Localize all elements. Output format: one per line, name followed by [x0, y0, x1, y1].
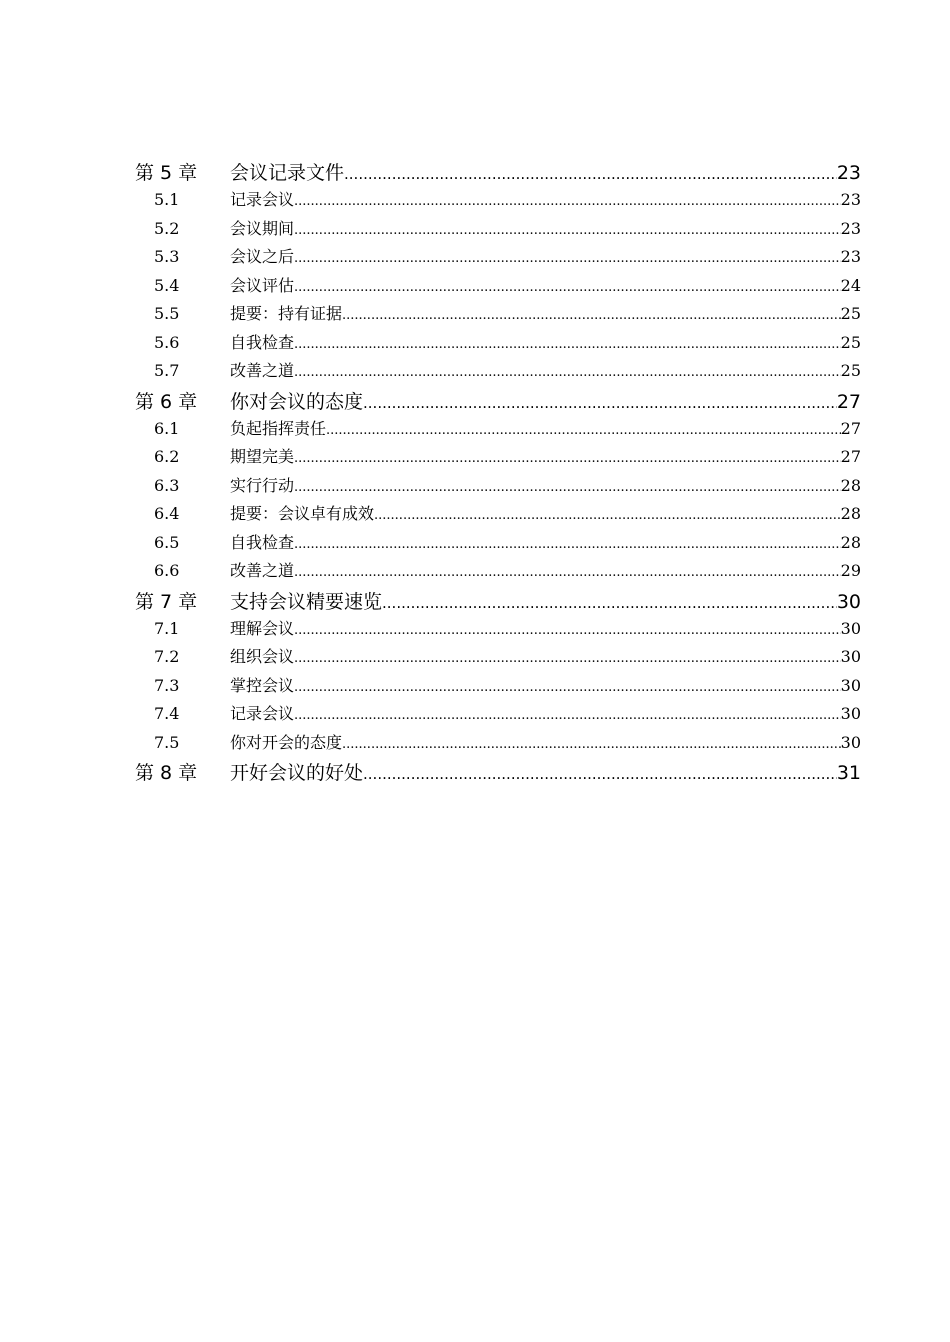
toc-section-entry[interactable] [135, 473, 861, 502]
entry-title: 你对开会的态度 [230, 732, 343, 752]
entry-page-number: 30 [840, 647, 861, 666]
toc-chapter-entry[interactable] [135, 758, 861, 787]
dot-leader [294, 476, 841, 495]
dot-leader [294, 561, 841, 580]
toc-section-entry[interactable] [135, 558, 861, 587]
entry-title: 会议期间 [230, 218, 295, 238]
entry-number: 5.4 [154, 275, 180, 295]
entry-title: 组织会议 [230, 647, 295, 666]
toc-section-entry[interactable] [135, 301, 861, 330]
entry-title: 掌控会议 [230, 675, 295, 695]
entry-number: 第 6 章 [135, 390, 198, 413]
entry-page-number: 28 [840, 475, 861, 495]
dot-leader [294, 533, 841, 552]
entry-number: 7.4 [154, 704, 180, 723]
toc-section-entry[interactable] [135, 358, 861, 387]
entry-title: 开好会议的好处 [230, 762, 364, 784]
dot-leader [294, 647, 841, 666]
entry-number: 5.1 [154, 190, 180, 209]
dot-leader [294, 619, 841, 638]
entry-title: 记录会议 [230, 704, 295, 723]
entry-page-number: 30 [840, 704, 861, 723]
entry-page-number: 23 [840, 247, 861, 266]
toc-section-entry[interactable] [135, 330, 861, 359]
entry-title: 实行行动 [230, 475, 295, 495]
entry-title: 记录会议 [230, 190, 295, 209]
dot-leader [294, 447, 841, 466]
entry-title: 支持会议精要速览 [230, 590, 383, 613]
entry-page-number: 30 [840, 618, 861, 638]
entry-title: 你对会议的态度 [230, 390, 364, 413]
entry-page-number: 27 [840, 418, 861, 438]
entry-page-number: 23 [840, 190, 861, 209]
dot-leader [363, 391, 837, 413]
entry-page-number: 27 [836, 390, 861, 413]
entry-page-number: 24 [840, 275, 861, 295]
dot-leader [374, 504, 841, 523]
entry-number: 5.2 [154, 218, 180, 238]
entry-title: 会议评估 [230, 275, 295, 295]
toc-section-entry[interactable] [135, 501, 861, 530]
entry-page-number: 29 [840, 561, 861, 580]
toc-chapter-entry[interactable] [135, 387, 861, 416]
entry-number: 第 8 章 [135, 762, 198, 784]
entry-page-number: 27 [840, 447, 861, 466]
dot-leader [382, 591, 837, 613]
entry-page-number: 25 [840, 304, 861, 323]
toc-chapter-entry[interactable] [135, 587, 861, 616]
dot-leader [344, 162, 837, 184]
entry-number: 5.6 [154, 332, 180, 352]
entry-number: 5.7 [154, 361, 180, 380]
entry-number: 7.1 [154, 618, 180, 638]
toc-chapter-entry[interactable] [135, 158, 861, 187]
entry-title: 自我检查 [230, 532, 295, 552]
entry-title: 改善之道 [230, 561, 295, 580]
toc-section-entry[interactable] [135, 644, 861, 673]
entry-number: 5.5 [154, 304, 180, 323]
dot-leader [294, 333, 841, 352]
entry-page-number: 31 [836, 762, 861, 784]
entry-page-number: 30 [836, 590, 861, 613]
dot-leader [294, 361, 841, 380]
toc-section-entry[interactable] [135, 273, 861, 302]
entry-page-number: 23 [840, 218, 861, 238]
entry-title: 期望完美 [230, 447, 295, 466]
entry-number: 6.5 [154, 532, 180, 552]
dot-leader [294, 676, 841, 695]
toc-section-entry[interactable] [135, 730, 861, 759]
entry-title: 改善之道 [230, 361, 295, 380]
entry-number: 7.5 [154, 732, 180, 752]
dot-leader [342, 304, 841, 323]
toc-section-entry[interactable] [135, 530, 861, 559]
entry-title: 会议之后 [230, 247, 295, 266]
entry-title: 提要：持有证据 [230, 304, 343, 323]
toc-section-entry[interactable] [135, 444, 861, 473]
entry-number: 第 7 章 [135, 590, 198, 613]
dot-leader [294, 704, 841, 723]
dot-leader [363, 762, 837, 784]
entry-page-number: 30 [840, 675, 861, 695]
entry-number: 6.3 [154, 475, 180, 495]
dot-leader [294, 247, 841, 266]
entry-page-number: 23 [836, 162, 861, 184]
entry-title: 负起指挥责任 [230, 418, 327, 438]
entry-title: 会议记录文件 [230, 162, 345, 184]
toc-section-entry[interactable] [135, 244, 861, 273]
entry-number: 6.6 [154, 561, 180, 580]
toc-section-entry[interactable] [135, 416, 861, 445]
toc-section-entry[interactable] [135, 187, 861, 216]
entry-page-number: 25 [840, 332, 861, 352]
dot-leader [294, 219, 841, 238]
entry-number: 6.1 [154, 418, 180, 438]
dot-leader [342, 733, 841, 752]
entry-title: 提要：会议卓有成效 [230, 504, 375, 523]
entry-title: 理解会议 [230, 618, 295, 638]
entry-page-number: 28 [840, 532, 861, 552]
entry-number: 7.3 [154, 675, 180, 695]
entry-title: 自我检查 [230, 332, 295, 352]
entry-number: 7.2 [154, 647, 180, 666]
entry-page-number: 30 [840, 732, 861, 752]
toc-section-entry[interactable] [135, 673, 861, 702]
toc-section-entry[interactable] [135, 216, 861, 245]
entry-number: 第 5 章 [135, 162, 198, 184]
entry-number: 5.3 [154, 247, 180, 266]
entry-page-number: 28 [840, 504, 861, 523]
dot-leader [294, 190, 841, 209]
entry-page-number: 25 [840, 361, 861, 380]
toc-section-entry[interactable] [135, 701, 861, 730]
table-of-contents [135, 158, 861, 787]
dot-leader [294, 276, 841, 295]
toc-section-entry[interactable] [135, 616, 861, 645]
entry-number: 6.4 [154, 504, 180, 523]
entry-number: 6.2 [154, 447, 180, 466]
dot-leader [326, 419, 841, 438]
